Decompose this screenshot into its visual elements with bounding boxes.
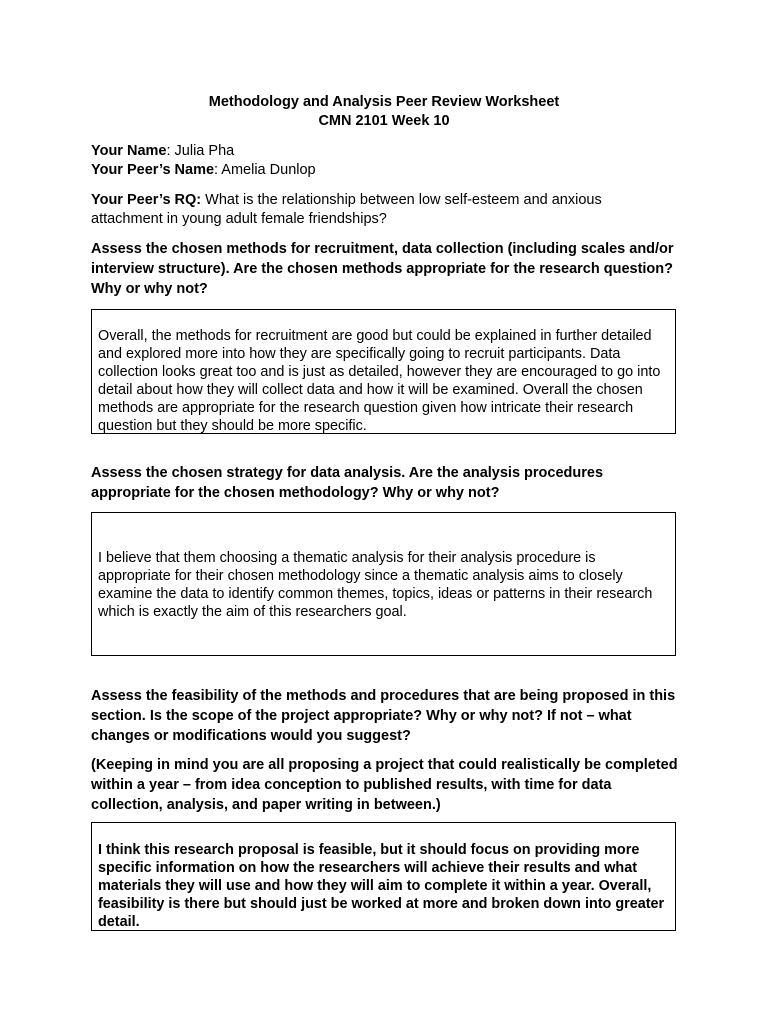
worksheet-title: Methodology and Analysis Peer Review Worksheet <box>208 94 560 110</box>
your-name-label: Your Name <box>91 143 167 159</box>
peer-rq-label: Your Peer’s RQ: <box>91 192 202 208</box>
answer-2-text: I believe that them choosing a thematic analysis for their analysis procedure is appropriate for their chosen methodology since a thematic analysis aims to closely examine the data to identify common themes, topics, ideas or patterns in their research which is exactly the aim of this researchers goal. <box>98 550 653 620</box>
answer-1-text: Overall, the methods for recruitment are good but could be explained in further detailed and explored more into how they are specifically going to recruit participants. Data collection looks great too and is just as detailed, however they are encouraged to go into detail about how they will collect data and how it will be examined. Overall the chosen methods are appropriate for the research question given how intricate their research question but they should be more specific. <box>98 328 661 434</box>
answer-box-2[interactable] <box>91 512 676 656</box>
question-3: Assess the feasibility of the methods and procedures that are being proposed in this section. Is the scope of the project appropriate? Why or why not? If not – what changes or modifications would you suggest? <box>91 688 676 744</box>
answer-3-text: I think this research proposal is feasible, but it should focus on providing more specific information on how the researchers will achieve their results and what materials they will use and how they will aim to complete it within a year. Overall, feasibility is there but should just be worked at more and broken down into greater detail. <box>98 842 665 930</box>
peer-name-field <box>91 161 316 180</box>
course-subtitle: CMN 2101 Week 10 <box>318 113 450 129</box>
peer-name-label: Your Peer’s Name <box>91 162 215 178</box>
question-1: Assess the chosen methods for recruitment, data collection (including scales and/or interview structure). Are the chosen methods appropriate for the research question? Why or why not? <box>91 241 674 297</box>
your-name-field <box>91 142 234 161</box>
question-2: Assess the chosen strategy for data analysis. Are the analysis procedures appropriate for the chosen methodology? Why or why not? <box>91 465 604 501</box>
peer-name-value: : Amelia Dunlop <box>214 162 316 178</box>
peer-rq-field <box>91 191 671 229</box>
answer-box-3[interactable] <box>91 822 676 931</box>
answer-box-1[interactable] <box>91 309 676 434</box>
question-3-note: (Keeping in mind you are all proposing a project that could realistically be completed within a year – from idea conception to published results, with time for data collection, analysis, and paper writing in between.) <box>91 757 678 813</box>
your-name-value: : Julia Pha <box>166 143 235 159</box>
peer-rq-value: What is the relationship between low self-esteem and anxious attachment in young adult female friendships? <box>91 192 602 227</box>
